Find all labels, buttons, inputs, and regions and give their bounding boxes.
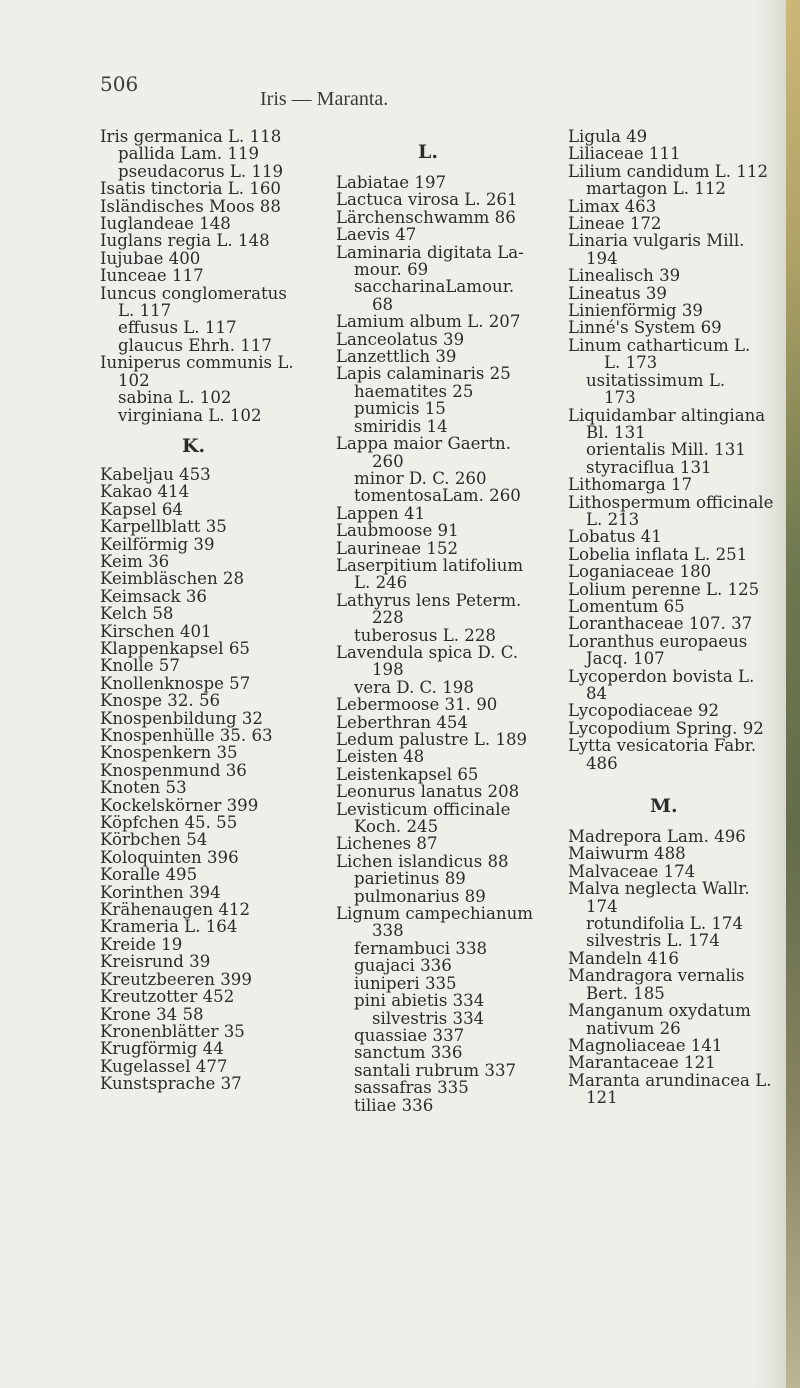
index-entry: 228 — [372, 608, 404, 628]
index-entry: Kreisrund 39 — [100, 952, 211, 972]
index-entry: smiridis 14 — [354, 416, 448, 436]
index-entry: Kreutzbeeren 399 — [100, 969, 252, 989]
index-entry: Kugelassel 477 — [100, 1056, 228, 1076]
index-entry: Lathyrus lens Peterm. — [336, 590, 522, 610]
index-entry: Lomentum 65 — [568, 596, 685, 616]
index-entry: Madrepora Lam. 496 — [568, 827, 746, 847]
index-entry: 486 — [586, 753, 618, 773]
index-entry: Loranthaceae 107. 37 — [568, 614, 753, 634]
index-entry: Kreutzotter 452 — [100, 987, 235, 1007]
index-entry: 84 — [586, 684, 608, 703]
section-letter-heading: K. — [182, 434, 206, 457]
index-entry: Lycopodium Spring. 92 — [568, 718, 764, 738]
index-entry: Liliaceae 111 — [568, 144, 681, 164]
index-entry: Malvaceae 174 — [568, 861, 696, 881]
index-entry: Lycopodiaceae 92 — [568, 701, 720, 721]
index-entry: tomentosaLam. 260 — [354, 486, 521, 506]
index-entry: Linné's System 69 — [568, 318, 722, 338]
index-entry: tuberosus L. 228 — [354, 625, 496, 645]
index-entry: Lithomarga 17 — [568, 475, 693, 495]
index-entry: Loganiaceae 180 — [568, 562, 712, 582]
index-entry: Keim 36 — [100, 551, 170, 571]
index-entry: Lamium album L. 207 — [336, 312, 521, 332]
index-entry: Jacq. 107 — [586, 649, 665, 669]
index-entry: sabina L. 102 — [118, 388, 232, 408]
index-entry: L. 213 — [586, 509, 640, 529]
index-entry: Knospenbildung 32 — [100, 708, 263, 728]
index-entry: Kunstsprache 37 — [100, 1074, 242, 1094]
index-entry: Lapis calaminaris 25 — [336, 364, 511, 384]
index-entry: rotundifolia L. 174 — [586, 914, 744, 934]
index-entry: Linealisch 39 — [568, 266, 681, 286]
index-entry: Kronenblätter 35 — [100, 1021, 245, 1041]
index-entry: L. 117 — [118, 301, 172, 321]
index-entry: Knospenhülle 35. 63 — [100, 726, 273, 745]
index-entry: Limax 463 — [568, 196, 657, 216]
index-entry: Linum catharticum L. — [568, 335, 751, 355]
index-entry: 338 — [372, 921, 404, 941]
index-entry: Keimsack 36 — [100, 586, 207, 606]
index-entry: Köpfchen 45. 55 — [100, 813, 238, 833]
index-entry: Kapsel 64 — [100, 499, 183, 519]
index-entry: Koloquinten 396 — [100, 847, 239, 867]
index-column-3 — [568, 128, 778, 1107]
index-entry: Iuglandeae 148 — [100, 214, 231, 234]
index-entry: Loranthus europaeus — [568, 631, 748, 651]
index-entry: Körbchen 54 — [100, 830, 208, 850]
index-entry: Kelch 58 — [100, 604, 174, 624]
section-letter-heading: L. — [418, 141, 438, 163]
index-entry: pumicis 15 — [354, 399, 446, 419]
index-entry: Lineae 172 — [568, 214, 662, 234]
index-entry: Lavendula spica D. C. — [336, 642, 519, 662]
index-entry: Leberthran 454 — [336, 712, 469, 732]
index-entry: Laminaria digitata La- — [336, 242, 524, 262]
index-entry: Labiatae 197 — [336, 173, 447, 192]
index-entry: Laurineae 152 — [336, 538, 459, 558]
index-entry: mour. 69 — [354, 260, 429, 280]
index-entry: Lappa maior Gaertn. — [336, 434, 511, 454]
index-entry: Laubmoose 91 — [336, 521, 459, 541]
index-entry: Lignum campechianum — [336, 904, 533, 924]
index-entry: Iris germanica L. 118 — [100, 127, 282, 146]
index-entry: Keilförmig 39 — [100, 534, 215, 554]
index-entry: sanctum 336 — [354, 1043, 463, 1063]
index-entry: Lithospermum officinale — [568, 492, 774, 512]
index-entry: Iujubae 400 — [100, 248, 201, 268]
index-entry: Lycoperdon bovista L. — [568, 666, 755, 686]
index-entry: Iunceae 117 — [100, 266, 204, 286]
index-entry: pini abietis 334 — [354, 991, 485, 1011]
index-entry: usitatissimum L. — [586, 370, 726, 390]
index-entry: Isländisches Moos 88 — [100, 196, 281, 216]
index-entry: pseudacorus L. 119 — [118, 161, 284, 181]
index-entry: Linaria vulgaris Mill. — [568, 231, 745, 251]
index-entry: 194 — [586, 248, 618, 268]
index-entry: Leisten 48 — [336, 747, 425, 767]
index-entry: Klappenkapsel 65 — [100, 638, 250, 658]
index-entry: Kakao 414 — [100, 482, 190, 502]
index-entry: Lobelia inflata L. 251 — [568, 544, 748, 564]
index-entry: Maiwurm 488 — [568, 844, 686, 864]
index-entry: Lytta vesicatoria Fabr. — [568, 736, 757, 756]
index-entry: silvestris 334 — [372, 1008, 485, 1028]
index-entry: Leonurus lanatus 208 — [336, 782, 520, 802]
index-entry: Levisticum officinale — [336, 799, 511, 819]
index-entry: Korinthen 394 — [100, 882, 221, 902]
index-entry: haematites 25 — [354, 381, 474, 401]
index-entry: Krameria L. 164 — [100, 917, 238, 937]
index-column-2 — [336, 128, 558, 1114]
index-entry: minor D. C. 260 — [354, 468, 487, 488]
index-entry: Krähenaugen 412 — [100, 900, 251, 920]
index-entry: Laserpitium latifolium — [336, 555, 524, 575]
index-column-1 — [100, 128, 322, 1093]
index-entry: Knoten 53 — [100, 778, 187, 798]
index-entry: L. 173 — [604, 353, 658, 373]
index-entry: Knolle 57 — [100, 656, 180, 676]
index-entry: Mandragora vernalis — [568, 966, 745, 986]
index-entry: vera D. C. 198 — [354, 677, 474, 697]
index-entry: orientalis Mill. 131 — [586, 440, 746, 460]
index-entry: 173 — [604, 388, 636, 408]
index-entry: iuniperi 335 — [354, 973, 457, 993]
index-entry: 260 — [372, 451, 404, 471]
index-entry: Lanceolatus 39 — [336, 329, 465, 349]
index-entry: 121 — [586, 1088, 618, 1108]
index-entry: Malva neglecta Wallr. — [568, 879, 750, 899]
index-entry: Lärchenschwamm 86 — [336, 207, 516, 227]
index-entry: Leistenkapsel 65 — [336, 764, 479, 784]
index-entry: Knospenmund 36 — [100, 760, 247, 780]
index-entry: L. 246 — [354, 573, 408, 593]
index-entry: Ledum palustre L. 189 — [336, 730, 528, 749]
page-edge-shadow — [786, 0, 800, 1388]
index-entry: 198 — [372, 660, 404, 680]
index-entry: virginiana L. 102 — [118, 405, 262, 425]
page-number: 506 — [100, 72, 139, 96]
index-entry: fernambuci 338 — [354, 938, 488, 958]
index-entry: Krone 34 58 — [100, 1004, 204, 1024]
index-entry: pulmonarius 89 — [354, 886, 486, 906]
index-entry: Lobatus 41 — [568, 527, 662, 547]
index-entry: Lolium perenne L. 125 — [568, 579, 760, 599]
index-entry: guajaci 336 — [354, 956, 452, 976]
index-entry: Manganum oxydatum — [568, 1001, 751, 1021]
index-entry: Laevis 47 — [336, 225, 417, 245]
index-entry: Keimbläschen 28 — [100, 569, 245, 589]
index-entry: Knospenkern 35 — [100, 743, 238, 763]
index-entry: Koralle 495 — [100, 865, 198, 885]
index-entry: Iuglans regia L. 148 — [100, 231, 270, 251]
index-entry: Bert. 185 — [586, 983, 665, 1003]
index-entry: Lanzettlich 39 — [336, 347, 457, 367]
index-entry: Marantaceae 121 — [568, 1053, 716, 1073]
index-entry: santali rubrum 337 — [354, 1060, 517, 1080]
index-entry: pallida Lam. 119 — [118, 144, 260, 164]
index-entry: Lilium candidum L. 112 — [568, 161, 769, 181]
index-entry: tiliae 336 — [354, 1095, 434, 1115]
index-entry: Knospe 32. 56 — [100, 691, 221, 711]
index-entry: Lactuca virosa L. 261 — [336, 190, 518, 210]
index-entry: styraciflua 131 — [586, 457, 712, 477]
index-entry: Iuncus conglomeratus — [100, 283, 287, 303]
index-entry: Koch. 245 — [354, 817, 439, 837]
index-entry: Magnoliaceae 141 — [568, 1035, 723, 1055]
index-entry: 102 — [118, 370, 150, 390]
index-entry: Iuniperus communis L. — [100, 353, 294, 373]
index-entry: sassafras 335 — [354, 1078, 469, 1098]
index-entry: Bl. 131 — [586, 422, 646, 442]
index-entry: effusus L. 117 — [118, 318, 237, 338]
index-entry: Liquidambar altingiana — [568, 405, 766, 425]
index-entry: 174 — [586, 896, 618, 916]
index-entry: martagon L. 112 — [586, 179, 726, 199]
index-entry: Krugförmig 44 — [100, 1039, 224, 1059]
index-entry: Lineatus 39 — [568, 283, 667, 303]
index-entry: Lichen islandicus 88 — [336, 851, 509, 871]
index-entry: 68 — [372, 294, 394, 314]
index-entry: Knollenknospe 57 — [100, 673, 251, 693]
index-entry: Maranta arundinacea L. — [568, 1070, 772, 1090]
index-entry: quassiae 337 — [354, 1025, 465, 1045]
index-entry: Kirschen 401 — [100, 621, 212, 641]
index-entry: Kabeljau 453 — [100, 464, 211, 484]
index-entry: saccharinaLamour. — [354, 277, 515, 297]
index-entry: Lappen 41 — [336, 503, 426, 523]
index-entry: Isatis tinctoria L. 160 — [100, 179, 281, 199]
running-head: Iris — Maranta. — [260, 88, 389, 110]
index-entry: nativum 26 — [586, 1018, 681, 1038]
index-entry: Lebermoose 31. 90 — [336, 695, 498, 715]
index-entry: glaucus Ehrh. 117 — [118, 335, 272, 355]
index-entry: Karpellblatt 35 — [100, 517, 227, 537]
index-entry: silvestris L. 174 — [586, 931, 720, 951]
index-entry: parietinus 89 — [354, 869, 466, 889]
index-entry: Lichenes 87 — [336, 834, 438, 854]
index-entry: Kreide 19 — [100, 934, 183, 954]
index-entry: Kockelskörner 399 — [100, 795, 259, 815]
index-entry: Mandeln 416 — [568, 948, 679, 968]
index-entry: Ligula 49 — [568, 127, 648, 146]
section-letter-heading: M. — [650, 795, 678, 818]
index-entry: Linienförmig 39 — [568, 301, 703, 321]
